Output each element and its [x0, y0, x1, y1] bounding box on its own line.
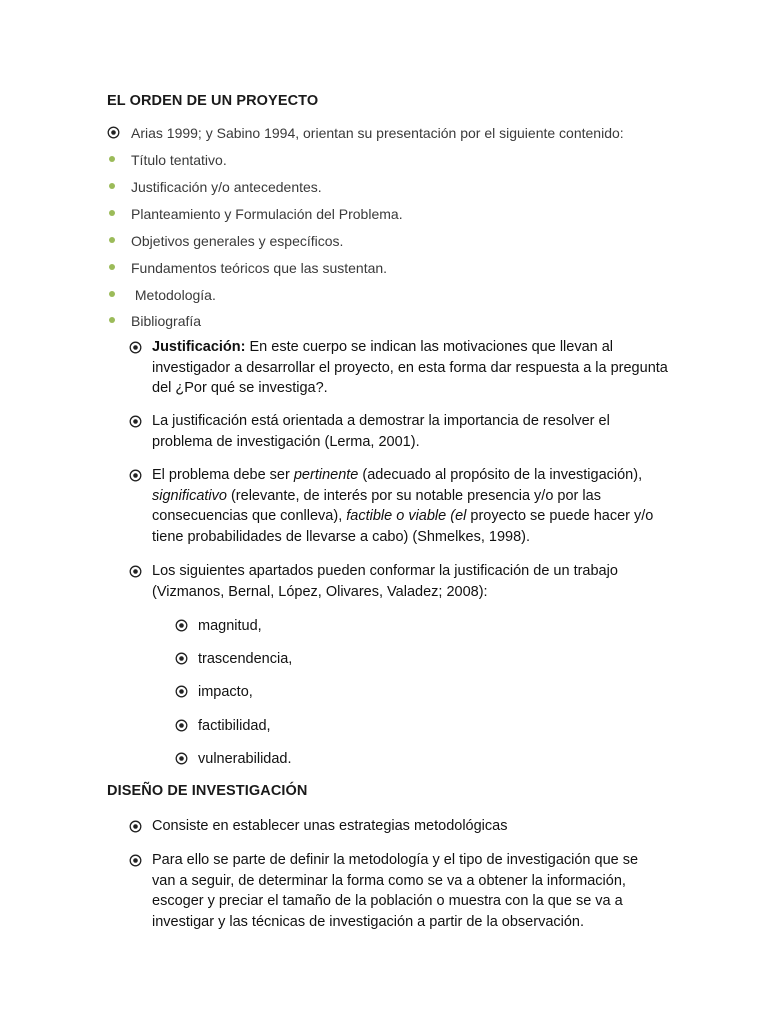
target-bullet-icon — [175, 652, 188, 665]
intro-text: Arias 1999; y Sabino 1994, orientan su presentación por el siguiente contenido: — [131, 125, 624, 141]
target-bullet-icon — [175, 719, 188, 732]
target-bullet-icon — [129, 341, 142, 354]
section-title-diseno: DISEÑO DE INVESTIGACIÓN — [107, 783, 308, 799]
apartados-paragraph — [129, 561, 672, 602]
green-dot-icon — [109, 291, 115, 297]
aspect-item: vulnerabilidad. — [175, 749, 292, 769]
aspect-item: trascendencia, — [175, 649, 292, 669]
target-bullet-icon — [129, 820, 142, 833]
target-bullet-icon — [129, 565, 142, 578]
diseno-text-1: Consiste en establecer unas estrategias metodológicas — [152, 818, 508, 834]
target-bullet-icon — [129, 415, 142, 428]
diseno-paragraph — [129, 816, 672, 837]
significativo-term: significativo — [152, 487, 227, 504]
target-bullet-icon — [129, 469, 142, 482]
apartados-text: Los siguientes apartados pueden conformar la justificación de un trabajo (Vizmanos, Bernal, López, Olivares, Valadez; 2008): — [152, 563, 618, 600]
green-dot-icon — [109, 264, 115, 270]
importance-text: La justificación está orientada a demostrar la importancia de resolver el problema de investigación (Lerma, 2001). — [152, 413, 610, 450]
diseno-paragraph — [129, 850, 652, 932]
problem-criteria-paragraph: El problema debe ser pertinente (adecuado al propósito de la investigación), significativo (relevante, de interés por su notable presencia y/o por las consecuencias que conlleva), factible o viable (el proyecto se puede hacer y/o tiene probabilidades de llevarse a cabo) (Shmelkes, 1998). — [129, 465, 672, 547]
target-bullet-icon — [129, 854, 142, 867]
justificacion-importance-paragraph — [129, 411, 672, 452]
justificacion-label: Justificación: — [152, 339, 246, 355]
green-dot-icon — [109, 237, 115, 243]
justificacion-paragraph — [129, 337, 672, 399]
green-dot-icon — [109, 183, 115, 189]
green-dot-icon — [109, 156, 115, 162]
target-bullet-icon — [175, 619, 188, 632]
green-dot-icon — [109, 210, 115, 216]
factible-term: factible o viable (el — [346, 508, 467, 525]
aspect-item: magnitud, — [175, 616, 262, 636]
section-title-orden: EL ORDEN DE UN PROYECTO — [107, 93, 319, 109]
green-dot-icon — [109, 317, 115, 323]
justificacion-text: En este cuerpo se indican las motivaciones que llevan al investigador a desarrollar el proyecto, en esta forma dar respuesta a la pregunta del ¿Por qué se investiga?. — [152, 339, 668, 397]
target-bullet-icon — [107, 126, 120, 139]
target-bullet-icon — [175, 752, 188, 765]
diseno-text-2: Para ello se parte de definir la metodología y el tipo de investigación que se van a seguir, de determinar la forma como se va a obtener la información, escoger y preciar el tamaño de la población o muestra con la que se va a investigar y las técnicas de investigación a partir de la observación. — [152, 852, 639, 930]
pertinente-term: pertinente — [293, 467, 359, 483]
aspect-item: factibilidad, — [175, 716, 271, 736]
target-bullet-icon — [175, 685, 188, 698]
aspect-item: impacto, — [175, 682, 253, 702]
